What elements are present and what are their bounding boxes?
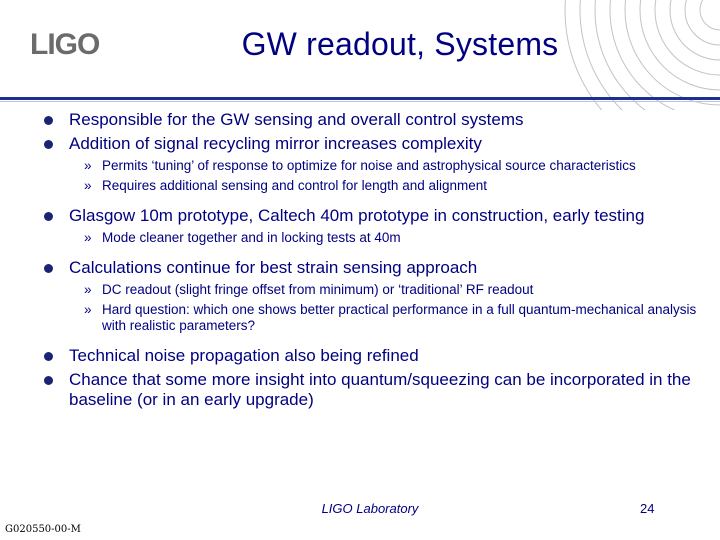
sub-bullet-marker: » [84,230,92,245]
bullet-dot-icon [44,212,53,221]
sub-bullet [44,230,704,246]
page-number: 24 [640,501,655,516]
sub-bullet [44,282,704,298]
bullet [44,110,704,130]
bullet-dot-icon [44,264,53,273]
bullet-text: Technical noise propagation also being refined [69,346,419,365]
bullet-text: Calculations continue for best strain sensing approach [69,258,478,277]
document-id: G020550-00-M [5,524,81,535]
header-rule-highlight [0,101,720,102]
bullet-dot-icon [44,376,53,385]
bullet-text: Responsible for the GW sensing and overall control systems [69,110,524,129]
bullet-dot-icon [44,116,53,125]
bullet-dot-icon [44,352,53,361]
svg-text:LIGO: LIGO [30,28,100,60]
bullet [44,370,704,410]
slide-title: GW readout, Systems [241,26,559,62]
bullet [44,134,704,154]
sub-bullet-marker: » [84,282,92,297]
footer-lab-name: LIGO Laboratory [321,501,419,516]
sub-bullet-marker: » [84,178,92,193]
sub-bullet [44,302,704,334]
bullet [44,346,704,366]
header-rule [0,97,720,100]
ligo-logo [30,28,110,60]
bullet [44,206,704,226]
bullet [44,258,704,278]
sub-bullet-text: Hard question: which one shows better practical performance in a full quantum-mechanical analysis with realistic parameters? [102,302,697,333]
sub-bullet [44,158,704,174]
sub-bullet-text: Permits ‘tuning’ of response to optimize for noise and astrophysical source characteristics [102,158,636,173]
sub-bullet-text: Requires additional sensing and control for length and alignment [102,178,488,193]
sub-bullet-marker: » [84,302,92,317]
bullet-text: Chance that some more insight into quantum/squeezing can be incorporated in the baseline (or in an early upgrade) [69,370,691,409]
bullet-text: Glasgow 10m prototype, Caltech 40m prototype in construction, early testing [69,206,645,225]
sub-bullet-marker: » [84,158,92,173]
sub-bullet-text: DC readout (slight fringe offset from minimum) or ‘traditional’ RF readout [102,282,534,297]
bullet-dot-icon [44,140,53,149]
sub-bullet [44,178,704,194]
slide-body [44,110,704,414]
bullet-text: Addition of signal recycling mirror increases complexity [69,134,482,153]
wave-decoration [540,0,720,110]
sub-bullet-text: Mode cleaner together and in locking tests at 40m [102,230,401,245]
